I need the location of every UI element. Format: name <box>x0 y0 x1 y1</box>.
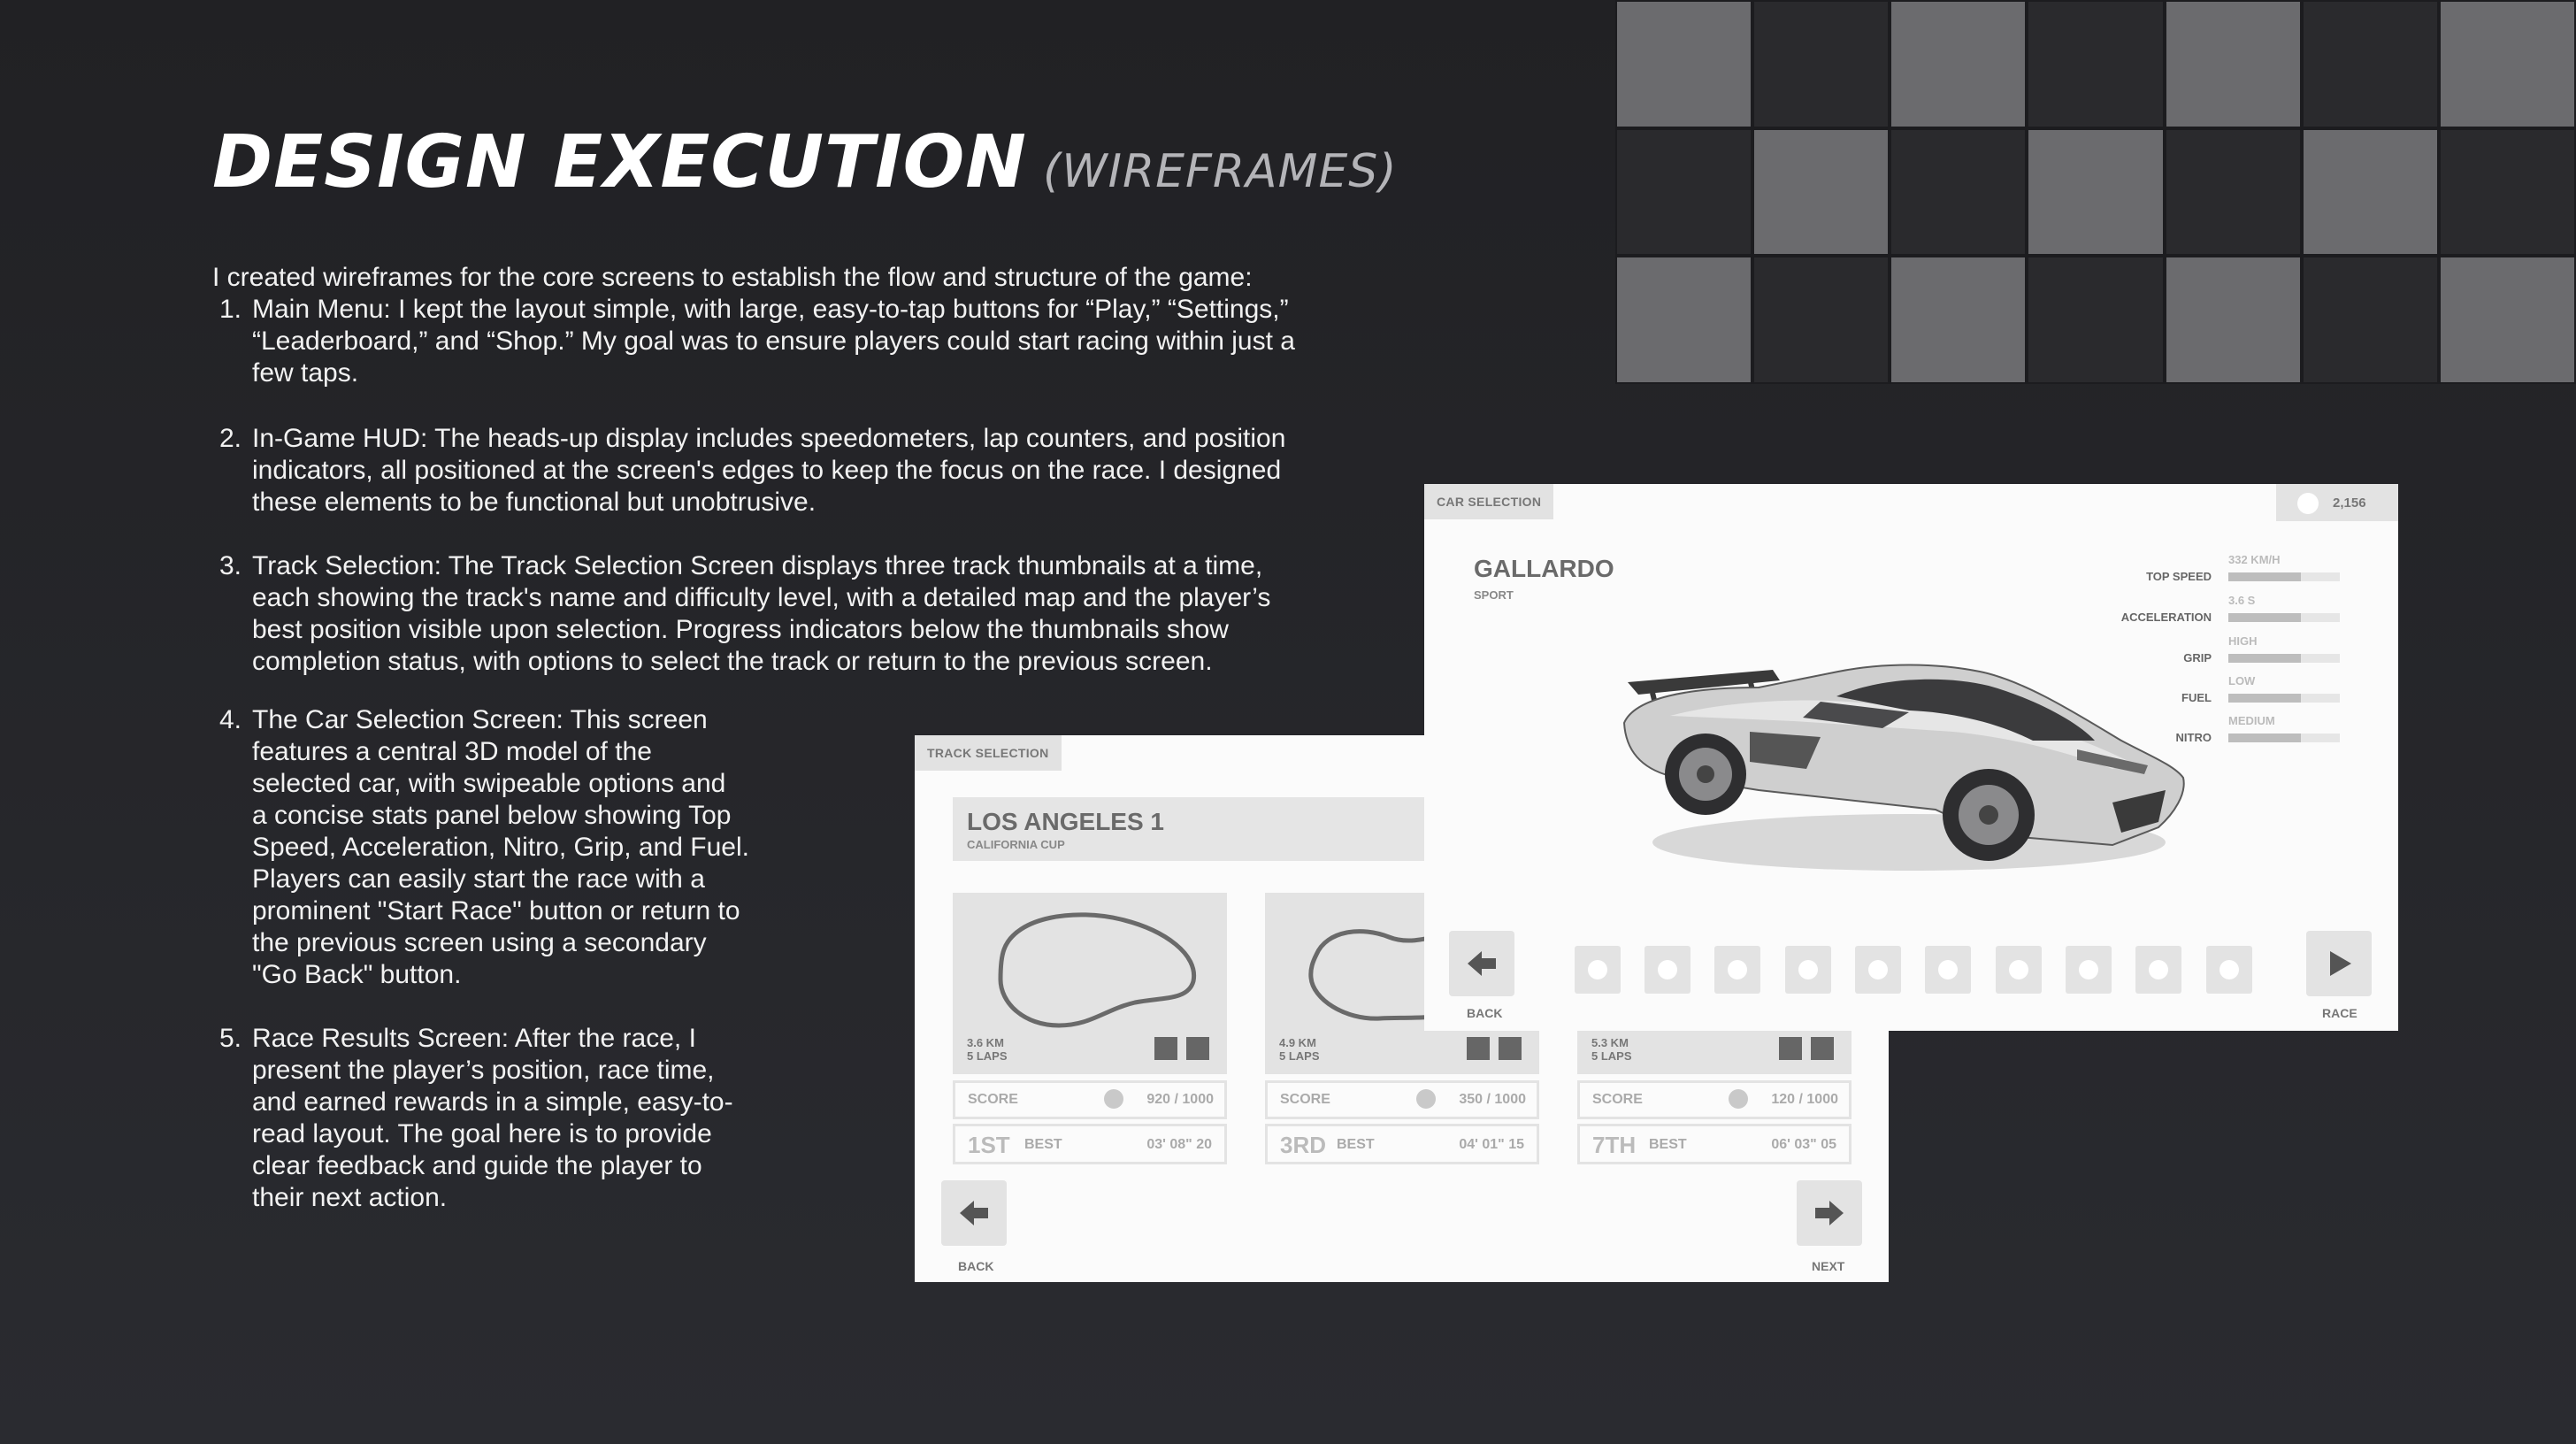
list-number: 5. <box>219 1024 242 1053</box>
best-position: 3RD <box>1280 1132 1327 1158</box>
car-class: SPORT <box>1474 588 1514 602</box>
score-label: SCORE <box>1280 1092 1330 1107</box>
stat-acceleration <box>2120 591 2385 626</box>
checker-square <box>2027 0 2164 128</box>
car-selection-tab: CAR SELECTION <box>1424 484 1553 519</box>
stat-value: 332 KM/H <box>2228 553 2281 566</box>
checker-square <box>1752 0 1890 128</box>
progress-square <box>1467 1037 1490 1060</box>
stat-bar-fill <box>2228 572 2301 581</box>
arrow-right-icon <box>1812 1195 1847 1231</box>
car-option-button[interactable] <box>1925 946 1971 994</box>
stat-fuel <box>2120 672 2385 707</box>
list-line: indicators, all positioned at the screen's edges to keep the focus on the race. I designed <box>252 456 1282 485</box>
car-model-image[interactable] <box>1617 617 2192 891</box>
list-line: features a central 3D model of the <box>252 737 652 766</box>
race-label: RACE <box>2322 1006 2358 1020</box>
checker-square <box>1752 128 1890 257</box>
page-title <box>212 120 1398 204</box>
play-icon <box>2321 946 2357 981</box>
score-coin-icon <box>1729 1089 1748 1109</box>
coin-value: 2,156 <box>2333 495 2366 511</box>
list-line: present the player’s position, race time, <box>252 1056 715 1085</box>
progress-square <box>1499 1037 1522 1060</box>
stat-bar <box>2228 734 2340 742</box>
car-option-button[interactable] <box>1644 946 1690 994</box>
best-row <box>1577 1124 1852 1164</box>
list-number: 3. <box>219 551 242 580</box>
progress-square <box>1154 1037 1177 1060</box>
checker-square <box>2302 128 2439 257</box>
checker-square <box>2165 0 2302 128</box>
back-button[interactable] <box>941 1180 1007 1246</box>
coin-balance <box>2276 484 2398 521</box>
score-coin-icon <box>1104 1089 1123 1109</box>
car-option-button[interactable] <box>1996 946 2042 994</box>
list-line: the previous screen using a secondary <box>252 928 707 957</box>
checker-square <box>1890 0 2027 128</box>
checker-square <box>2439 128 2576 257</box>
list-line: selected car, with swipeable options and <box>252 769 726 798</box>
list-line: best position visible upon selection. Progress indicators below the thumbnails show <box>252 615 1229 644</box>
list-line: few taps. <box>252 358 359 388</box>
checker-square <box>2165 128 2302 257</box>
list-line: and earned rewards in a simple, easy-to- <box>252 1087 733 1117</box>
stat-bar <box>2228 572 2340 581</box>
list-line: Race Results Screen: After the race, I <box>252 1024 696 1053</box>
list-line: The Car Selection Screen: This screen <box>252 705 708 734</box>
stat-value: LOW <box>2228 674 2256 687</box>
car-option-button[interactable] <box>2066 946 2112 994</box>
car-option-button[interactable] <box>1785 946 1831 994</box>
title-main: DESIGN EXECUTION <box>212 120 1027 204</box>
list-line: read layout. The goal here is to provide <box>252 1119 712 1148</box>
list-text <box>252 550 1270 678</box>
title-subtitle: (WIREFRAMES) <box>1042 145 1398 198</box>
checker-square <box>2439 256 2576 384</box>
stat-nitro <box>2120 711 2385 747</box>
best-label: BEST <box>1337 1137 1375 1152</box>
stat-label: ACCELERATION <box>2120 611 2212 624</box>
car-selection-wireframe <box>1424 484 2398 1031</box>
car-option-button[interactable] <box>2206 946 2252 994</box>
car-option-button[interactable] <box>1714 946 1760 994</box>
track-cup: CALIFORNIA CUP <box>967 838 1065 851</box>
intro-text: I created wireframes for the core screens to establish the flow and structure of the game: <box>212 263 1253 292</box>
next-button[interactable] <box>1797 1180 1862 1246</box>
checker-square <box>2439 0 2576 128</box>
stat-value: MEDIUM <box>2228 714 2275 727</box>
list-line: prominent "Start Race" button or return to <box>252 896 740 926</box>
best-label: BEST <box>1024 1137 1062 1152</box>
stat-label: TOP SPEED <box>2146 570 2212 583</box>
back-label: BACK <box>958 1259 994 1273</box>
arrow-left-icon <box>956 1195 992 1231</box>
progress-square <box>1186 1037 1209 1060</box>
next-label: NEXT <box>1812 1259 1845 1273</box>
list-line: clear feedback and guide the player to <box>252 1151 702 1180</box>
best-time: 06' 03" 05 <box>1771 1137 1836 1152</box>
score-value: 120 / 1000 <box>1771 1092 1838 1107</box>
best-label: BEST <box>1649 1137 1687 1152</box>
best-row <box>1265 1124 1539 1164</box>
stat-label: NITRO <box>2175 731 2212 744</box>
list-line: In-Game HUD: The heads-up display includes speedometers, lap counters, and position <box>252 424 1286 453</box>
best-position: 7TH <box>1592 1132 1637 1158</box>
score-label: SCORE <box>968 1092 1018 1107</box>
list-line: completion status, with options to select the track or return to the previous screen. <box>252 647 1213 676</box>
list-text <box>252 294 1295 389</box>
list-line: each showing the track's name and difficulty level, with a detailed map and the player’s <box>252 583 1271 612</box>
stat-value: 3.6 S <box>2228 594 2256 607</box>
car-option-button[interactable] <box>1855 946 1901 994</box>
checker-square <box>1615 256 1752 384</box>
list-line: their next action. <box>252 1183 448 1212</box>
checker-square <box>1890 128 2027 257</box>
list-text <box>252 423 1285 518</box>
list-number: 4. <box>219 705 242 734</box>
progress-square <box>1811 1037 1834 1060</box>
list-line: these elements to be functional but unobtrusive. <box>252 488 816 517</box>
best-position: 1ST <box>968 1132 1010 1158</box>
stat-label: GRIP <box>2183 651 2212 664</box>
track-thumbnail <box>953 893 1227 1074</box>
list-number: 1. <box>219 295 242 324</box>
best-time: 04' 01" 15 <box>1459 1137 1524 1152</box>
track-card[interactable] <box>953 893 1227 1163</box>
list-line: "Go Back" button. <box>252 960 462 989</box>
track-selection-tab: TRACK SELECTION <box>915 735 1062 771</box>
checkered-flag-decoration <box>1615 0 2576 384</box>
track-length <box>967 1036 1008 1063</box>
track-km: 5.3 KM <box>1591 1036 1629 1049</box>
list-line: Track Selection: The Track Selection Screen displays three track thumbnails at a time, <box>252 551 1263 580</box>
list-text <box>252 1023 733 1214</box>
car-name: GALLARDO <box>1474 555 1614 582</box>
stat-bar-fill <box>2228 613 2301 622</box>
back-label: BACK <box>1467 1006 1503 1020</box>
checker-square <box>1615 0 1752 128</box>
list-text <box>252 704 749 991</box>
score-coin-icon <box>1416 1089 1436 1109</box>
checker-square <box>2165 256 2302 384</box>
stat-label: FUEL <box>2181 691 2212 704</box>
score-row <box>953 1080 1227 1119</box>
list-line: a concise stats panel below showing Top <box>252 801 732 830</box>
track-length <box>1279 1036 1320 1063</box>
list-line: Players can easily start the race with a <box>252 864 705 894</box>
track-name: LOS ANGELES 1 <box>967 808 1165 835</box>
list-line: Main Menu: I kept the layout simple, with large, easy-to-tap buttons for “Play,” “Settings,” <box>252 295 1289 324</box>
track-km: 4.9 KM <box>1279 1036 1316 1049</box>
best-time: 03' 08" 20 <box>1146 1137 1212 1152</box>
track-header <box>953 797 1448 861</box>
stat-bar <box>2228 613 2340 622</box>
track-laps: 5 LAPS <box>1279 1049 1320 1063</box>
track-km: 3.6 KM <box>967 1036 1004 1049</box>
score-value: 920 / 1000 <box>1146 1092 1214 1107</box>
list-line: “Leaderboard,” and “Shop.” My goal was to ensure players could start racing within just a <box>252 326 1295 356</box>
track-length <box>1591 1036 1632 1063</box>
back-button[interactable] <box>1449 931 1514 996</box>
score-row <box>1577 1080 1852 1119</box>
race-button[interactable] <box>2306 931 2372 996</box>
car-option-button[interactable] <box>2135 946 2181 994</box>
stat-top-speed <box>2120 550 2385 586</box>
checker-square <box>2302 0 2439 128</box>
checker-square <box>2027 256 2164 384</box>
checker-square <box>2027 128 2164 257</box>
best-row <box>953 1124 1227 1164</box>
checker-square <box>1890 256 2027 384</box>
stat-bar <box>2228 654 2340 663</box>
list-number: 2. <box>219 424 242 453</box>
stat-bar-fill <box>2228 694 2301 703</box>
checker-square <box>2302 256 2439 384</box>
coin-icon <box>2297 493 2319 514</box>
checker-square <box>1615 128 1752 257</box>
stat-value: HIGH <box>2228 634 2258 648</box>
stat-bar <box>2228 694 2340 703</box>
stat-bar-fill <box>2228 654 2301 663</box>
track-laps: 5 LAPS <box>1591 1049 1632 1063</box>
score-label: SCORE <box>1592 1092 1643 1107</box>
score-value: 350 / 1000 <box>1459 1092 1526 1107</box>
stat-bar-fill <box>2228 734 2301 742</box>
stat-grip <box>2120 632 2385 667</box>
checker-square <box>1752 256 1890 384</box>
car-option-button[interactable] <box>1575 946 1621 994</box>
track-laps: 5 LAPS <box>967 1049 1008 1063</box>
list-line: Speed, Acceleration, Nitro, Grip, and Fuel. <box>252 833 749 862</box>
score-row <box>1265 1080 1539 1119</box>
arrow-left-icon <box>1464 946 1499 981</box>
progress-square <box>1779 1037 1802 1060</box>
